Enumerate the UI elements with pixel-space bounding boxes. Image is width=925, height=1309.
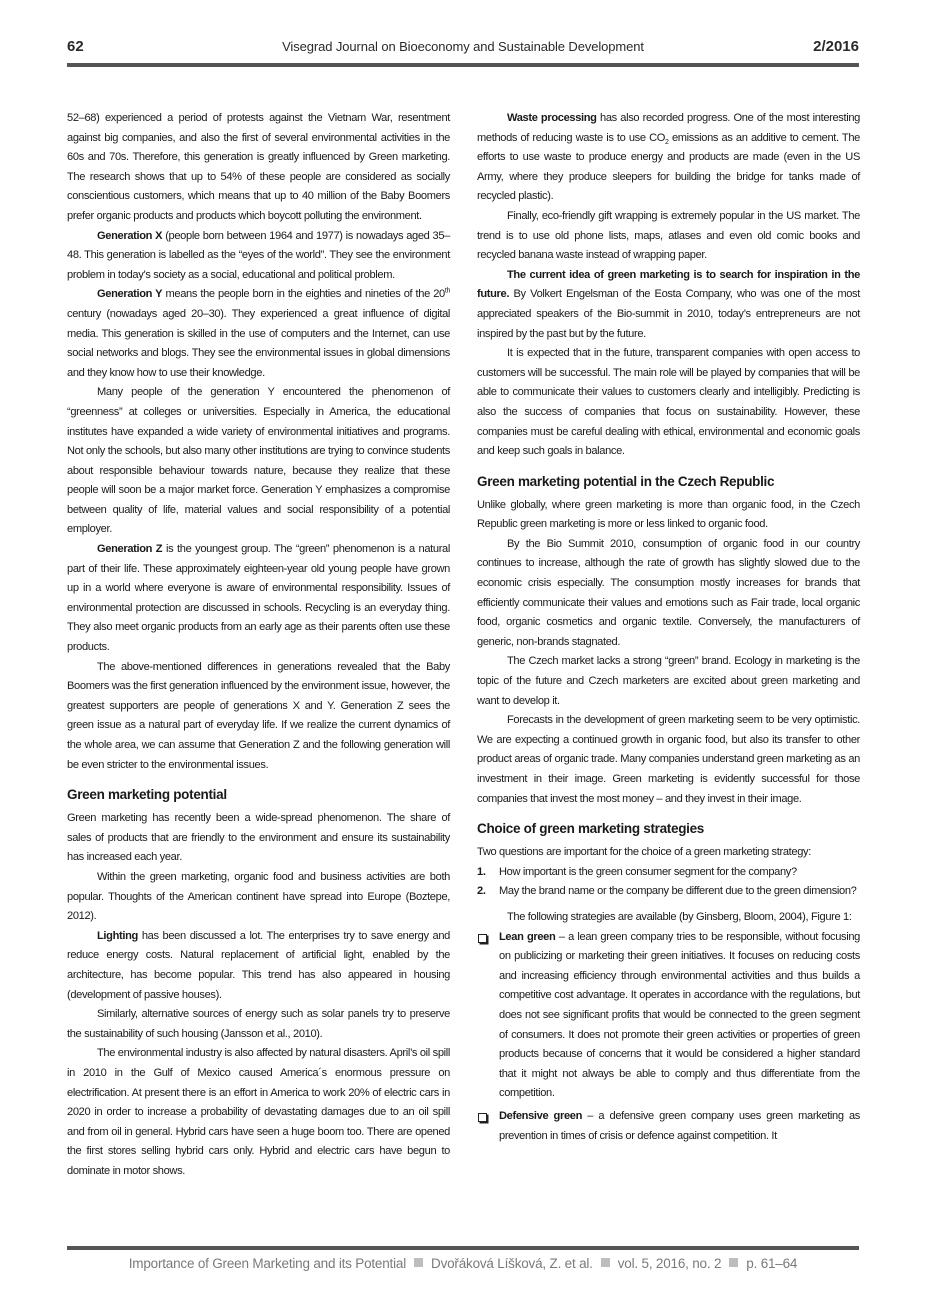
term-defensive-green: Defensive green <box>499 1109 583 1122</box>
paragraph: The above-mentioned differences in generations revealed that the Baby Boomers was the first generation influenced by the environment issue, however, the greatest supporters are people of generations X and Y. Generation Z sees the green issue as a natural part of everyday life. If we realize the current dynamics of the whole area, we can assume that Generation Z and the following generation will be even stricter to the environmental issues. <box>67 660 450 771</box>
journal-title: Visegrad Journal on Bioeconomy and Sustainable Development <box>282 39 644 54</box>
paragraph-text: is the youngest group. The “green” phenomenon is a natural part of their life. These approximately eighteen-year old young people have grown up in a world where everyone is aware of environmental responsibility. Issues of environmental protection are discussed in schools. Recycling is an everyday thing. They also meet organic products from an early age as their parents often use these products. <box>67 543 450 654</box>
section-heading: Green marketing potential <box>67 787 227 803</box>
footer-pages: p. 61–64 <box>746 1256 798 1271</box>
footer-volume: vol. 5, 2016, no. 2 <box>617 1256 722 1271</box>
paragraph: Finally, eco-friendly gift wrapping is extremely popular in the US market. The trend is to use old phone lists, maps, atlases and even old comic books and recycled banana waste instead of wrapping paper. <box>477 209 860 262</box>
strategy-list <box>477 928 860 1147</box>
paragraph: Forecasts in the development of green marketing seem to be very optimistic. We are expecting a continued growth in organic food, but also its transfer to other product areas of organic trade. Many companies understand green marketing as an investment in their image. Green marketing is evidently successful for those companies that invest the most money – and they invest in their image. <box>477 714 860 805</box>
paragraph <box>477 266 860 344</box>
paragraph-text: By Volkert Engelsman of the Eosta Company, who was one of the most appreciated speakers of the Bio-summit in 2010, today’s entrepreneurs are not inspired by the past but by the future. <box>477 288 860 340</box>
term-generation-z: Generation Z <box>97 543 163 556</box>
paragraph-text: (people born between 1964 and 1977) is nowadays aged 35–48. This generation is labelled as the “eyes of the world”. They see the environment problem in today’s society as a social, educational and political problem. <box>67 229 450 281</box>
superscript: th <box>444 287 450 295</box>
separator-square-icon <box>601 1258 610 1267</box>
paragraph: Two questions are important for the choice of a green marketing strategy: <box>477 846 811 859</box>
left-column <box>67 109 450 1181</box>
list-number: 2. <box>477 885 486 898</box>
paragraph: Within the green marketing, organic food and business activities are both popular. Thoughts of the American continent have spread into Europe (Boztepe, 2012). <box>67 870 450 923</box>
paragraph-text: emissions as an additive to cement. The efforts to use waste to produce energy and products are made (even in the US Army, where they produce sleepers for building the bridge for tanks made of recycled plastic). <box>477 131 860 203</box>
paragraph <box>477 109 860 207</box>
subscript: 2 <box>665 138 669 146</box>
checkbox-bullet-icon <box>478 1113 487 1122</box>
paragraph: 52–68) experienced a period of protests against the Vietnam War, resentment against big companies, and also the first of several environmental activities in the 60s and 70s. Therefore, this generation is greatly influenced by Green marketing. The research shows that up to 54% of these people are considered as socially conscientious customers, which means that up to 40 million of the Baby Boomers prefer organic products and products which boycott polluting the environment. <box>67 112 450 222</box>
page-number: 62 <box>67 38 84 55</box>
separator-square-icon <box>414 1258 423 1267</box>
checkbox-bullet-icon <box>478 934 487 943</box>
section-heading: Choice of green marketing strategies <box>477 821 705 837</box>
term-generation-y: Generation Y <box>97 288 163 301</box>
paragraph <box>67 227 450 286</box>
list-number: 1. <box>477 865 486 878</box>
paragraph: Similarly, alternative sources of energy such as solar panels try to preserve the sustainability of such housing (Jansson et al., 2010). <box>67 1008 450 1040</box>
header-rule <box>67 63 859 67</box>
term-lean-green: Lean green <box>499 930 556 943</box>
paragraph: The environmental industry is also affected by natural disasters. April’s oil spill in 2010 in the Gulf of Mexico caused America´s enormous pressure on electrification. At present there is an effort in America to work 20% of electric cars in 2020 in order to increase a probability of devastating damages due to an oil spill and from oil in general. Hybrid cars have seen a huge boom too. There are opened the first stores selling hybrid cars only. Hybrid and electric cars have begun to dominate in motor shows. <box>67 1047 450 1177</box>
paragraph: It is expected that in the future, transparent companies with open access to customers will be successful. The main role will be played by companies that will be able to communicate their values to customers clearly and intelligibly. Predicting is also the success of companies that focus on sustainability. However, these companies must be careful dealing with ethical, environmental and economic goals and keep such goals in balance. <box>477 347 860 458</box>
term-lighting: Lighting <box>97 929 138 942</box>
footer-article-title: Importance of Green Marketing and its Potential <box>128 1256 407 1271</box>
question-list <box>477 863 860 902</box>
issue-number: 2/2016 <box>813 38 859 55</box>
term-waste-processing: Waste processing <box>507 112 597 124</box>
paragraph: Many people of the generation Y encountered the phenomenon of “greenness” at colleges or universities. Especially in America, the educational institutes have expanded a wide variety of environmental initiatives and programs. Not only the schools, but also many other institutions are trying to convince students about responsible behaviour towards nature, because they realize that these people will soon be a major market force. Generation Y emphasizes a compromise between quality of life, material values and social responsibility of a potential employer. <box>67 386 450 536</box>
list-item <box>477 928 860 1104</box>
list-item-text: How important is the green consumer segment for the company? <box>499 865 797 878</box>
right-column <box>477 109 860 1146</box>
paragraph: The Czech market lacks a strong “green” brand. Ecology in marketing is the topic of the future and Czech marketers are excited about green marketing and want to develop it. <box>477 655 860 707</box>
running-footer <box>67 1256 859 1271</box>
term-generation-x: Generation X <box>97 229 163 242</box>
paragraph-text: has been discussed a lot. The enterprises try to save energy and reduce energy costs. Natural replacement of artificial light, enabled by the architecture, has become popular. This trend has also appeared in housing (development of passive houses). <box>67 929 450 1001</box>
paragraph-text: century (nowadays aged 20–30). They experienced a great influence of digital media. This generation is skilled in the use of computers and the Internet, can use social networks and blogs. They see the environmental issues in global dimensions and they know how to use their knowledge. <box>67 307 450 379</box>
paragraph: Unlike globally, where green marketing is more than organic food, in the Czech Republic green marketing is more or less linked to organic food. <box>477 498 860 531</box>
paragraph: The following strategies are available (by Ginsberg, Bloom, 2004), Figure 1: <box>507 910 852 923</box>
list-item-text: – a lean green company tries to be responsible, without focusing on publicizing or marketing their green initiatives. It focuses on reducing costs and increasing efficiency through environmental activities and thus builds a competitive cost advantage. It operates in accordance with the regulations, but does not see significant profits that would be connected to the green segment of consumers. It does not promote their green activities or properties of green products because of concerns that it would be considered a higher standard that it might not always be able to comply and thus differentiate from the competition. <box>499 930 860 1100</box>
paragraph <box>67 927 450 1005</box>
footer-rule <box>67 1246 859 1250</box>
paragraph: By the Bio Summit 2010, consumption of organic food in our country continues to increase, although the rate of growth has slightly slowed due to the economic crisis especially. The consumption mostly increases for brands that efficiently communicate their values and emotions such as Fair trade, local organic food, organic cosmetics and organic textile. Conversely, the manufacturers of generic, non-brands stagnated. <box>477 537 860 648</box>
section-heading: Green marketing potential in the Czech Republic <box>477 473 775 489</box>
footer-authors: Dvořáková Líšková, Z. et al. <box>431 1256 593 1271</box>
emphasis-current-idea: The current idea of green marketing is to search for inspiration in the future. <box>477 268 860 301</box>
running-header <box>67 36 859 60</box>
paragraph <box>67 285 450 383</box>
list-item <box>477 1107 860 1146</box>
list-item-text: – a defensive green company uses green marketing as prevention in times of crisis or defence against competition. It <box>499 1109 860 1142</box>
separator-square-icon <box>729 1258 738 1267</box>
list-item <box>477 882 860 902</box>
paragraph-text: has also recorded progress. One of the most interesting methods of reducing waste is to use CO <box>477 112 860 144</box>
paragraph: Green marketing has recently been a wide-spread phenomenon. The share of sales of products that are friendly to the environment and ensure its sustainability has increased each year. <box>67 812 450 864</box>
list-item-text: May the brand name or the company be different due to the green dimension? <box>499 885 857 898</box>
paragraph <box>67 540 450 658</box>
list-item <box>477 863 860 883</box>
paragraph-text: means the people born in the eighties and nineties of the 20 <box>162 288 445 301</box>
